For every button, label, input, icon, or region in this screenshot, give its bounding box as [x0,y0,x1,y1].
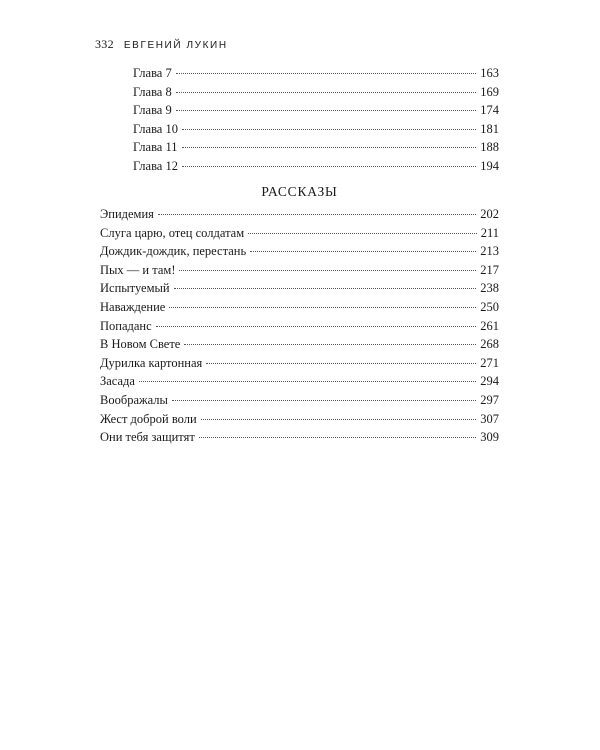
dot-leader [172,400,476,401]
dot-leader [201,419,477,420]
story-list [100,205,499,447]
toc-entry-page: 181 [480,121,499,136]
toc-entry-title: Эпидемия [100,207,154,221]
toc-entry-page: 194 [480,158,499,173]
dot-leader [182,147,477,148]
toc-entry-page: 213 [480,244,499,259]
toc-entry [100,410,499,429]
toc-entry-title: Испытуемый [100,281,170,296]
toc-entry [133,101,499,120]
toc-entry-page: 307 [480,411,499,426]
toc-entry [133,83,499,102]
dot-leader [206,363,476,364]
toc-entry [133,64,499,83]
toc-entry-title: Глава 11 [133,140,178,155]
toc-entry [133,157,499,176]
dot-leader [176,110,477,111]
toc-entry-page: 268 [480,337,499,352]
toc-entry-page: 271 [480,355,499,370]
dot-leader [248,233,477,234]
toc-entry-page: 188 [480,140,499,155]
dot-leader [156,326,477,327]
toc-entry-title: Засада [100,374,135,389]
toc-entry-page: 211 [480,225,499,240]
toc-entry-title: Глава 7 [133,66,172,80]
toc-entry [100,224,499,243]
page-number: 332 [95,37,114,51]
toc-entry-title: Жест доброй воли [100,411,197,426]
toc-entry-page: 250 [480,299,499,314]
toc-entry [100,335,499,354]
toc-entry-title: Пых — и там! [100,262,176,277]
toc-entry [100,261,499,280]
toc-entry-title: Воображалы [100,392,168,407]
toc-entry-title: Дурилка картонная [100,355,203,370]
toc-entry-title: Глава 12 [133,158,178,173]
chapter-list [133,64,499,176]
toc-entry [100,428,499,447]
toc-entry-page: 261 [480,318,499,333]
author-name: ЕВГЕНИЙ ЛУКИН [123,40,228,51]
dot-leader [199,437,476,438]
dot-leader [182,166,476,167]
toc-entry-page: 163 [480,66,499,80]
dot-leader [176,73,477,74]
dot-leader [176,92,477,93]
toc-entry-title: Глава 10 [133,121,178,136]
dot-leader [158,214,476,215]
section-heading-stories: РАССКАЗЫ [261,184,338,199]
toc-entry-page: 202 [480,207,499,221]
toc-entry-title: Попаданс [100,318,152,333]
toc-entry-title: Глава 8 [133,84,172,99]
toc-entry [100,205,499,224]
running-head [95,37,228,52]
toc-entry [100,317,499,336]
toc-entry-title: В Новом Свете [100,337,181,352]
toc-entry-title: Слуга царю, отец солдатам [100,225,245,240]
dot-leader [169,307,476,308]
toc-entry-page: 174 [480,103,499,118]
toc-entry-page: 238 [480,281,499,296]
toc-entry-page: 294 [480,374,499,389]
toc-entry [133,138,499,157]
dot-leader [182,129,476,130]
toc-entry-title: Глава 9 [133,103,172,118]
toc-entry-page: 309 [480,430,499,445]
toc-entry-title: Наваждение [100,299,166,314]
toc-entry-title: Дождик-дождик, перестань [100,244,247,259]
toc-entry-page: 297 [480,392,499,407]
toc-entry [100,391,499,410]
dot-leader [184,344,476,345]
dot-leader [174,288,477,289]
toc-entry-page: 169 [480,84,499,99]
dot-leader [179,270,476,271]
toc-entry [100,354,499,373]
toc-entry [100,279,499,298]
dot-leader [250,251,476,252]
toc-entry [100,298,499,317]
toc-entry [100,372,499,391]
dot-leader [139,381,476,382]
toc-entry [100,242,499,261]
toc-entry-title: Они тебя защитят [100,430,195,445]
toc-entry [133,120,499,139]
toc-entry-page: 217 [480,262,499,277]
